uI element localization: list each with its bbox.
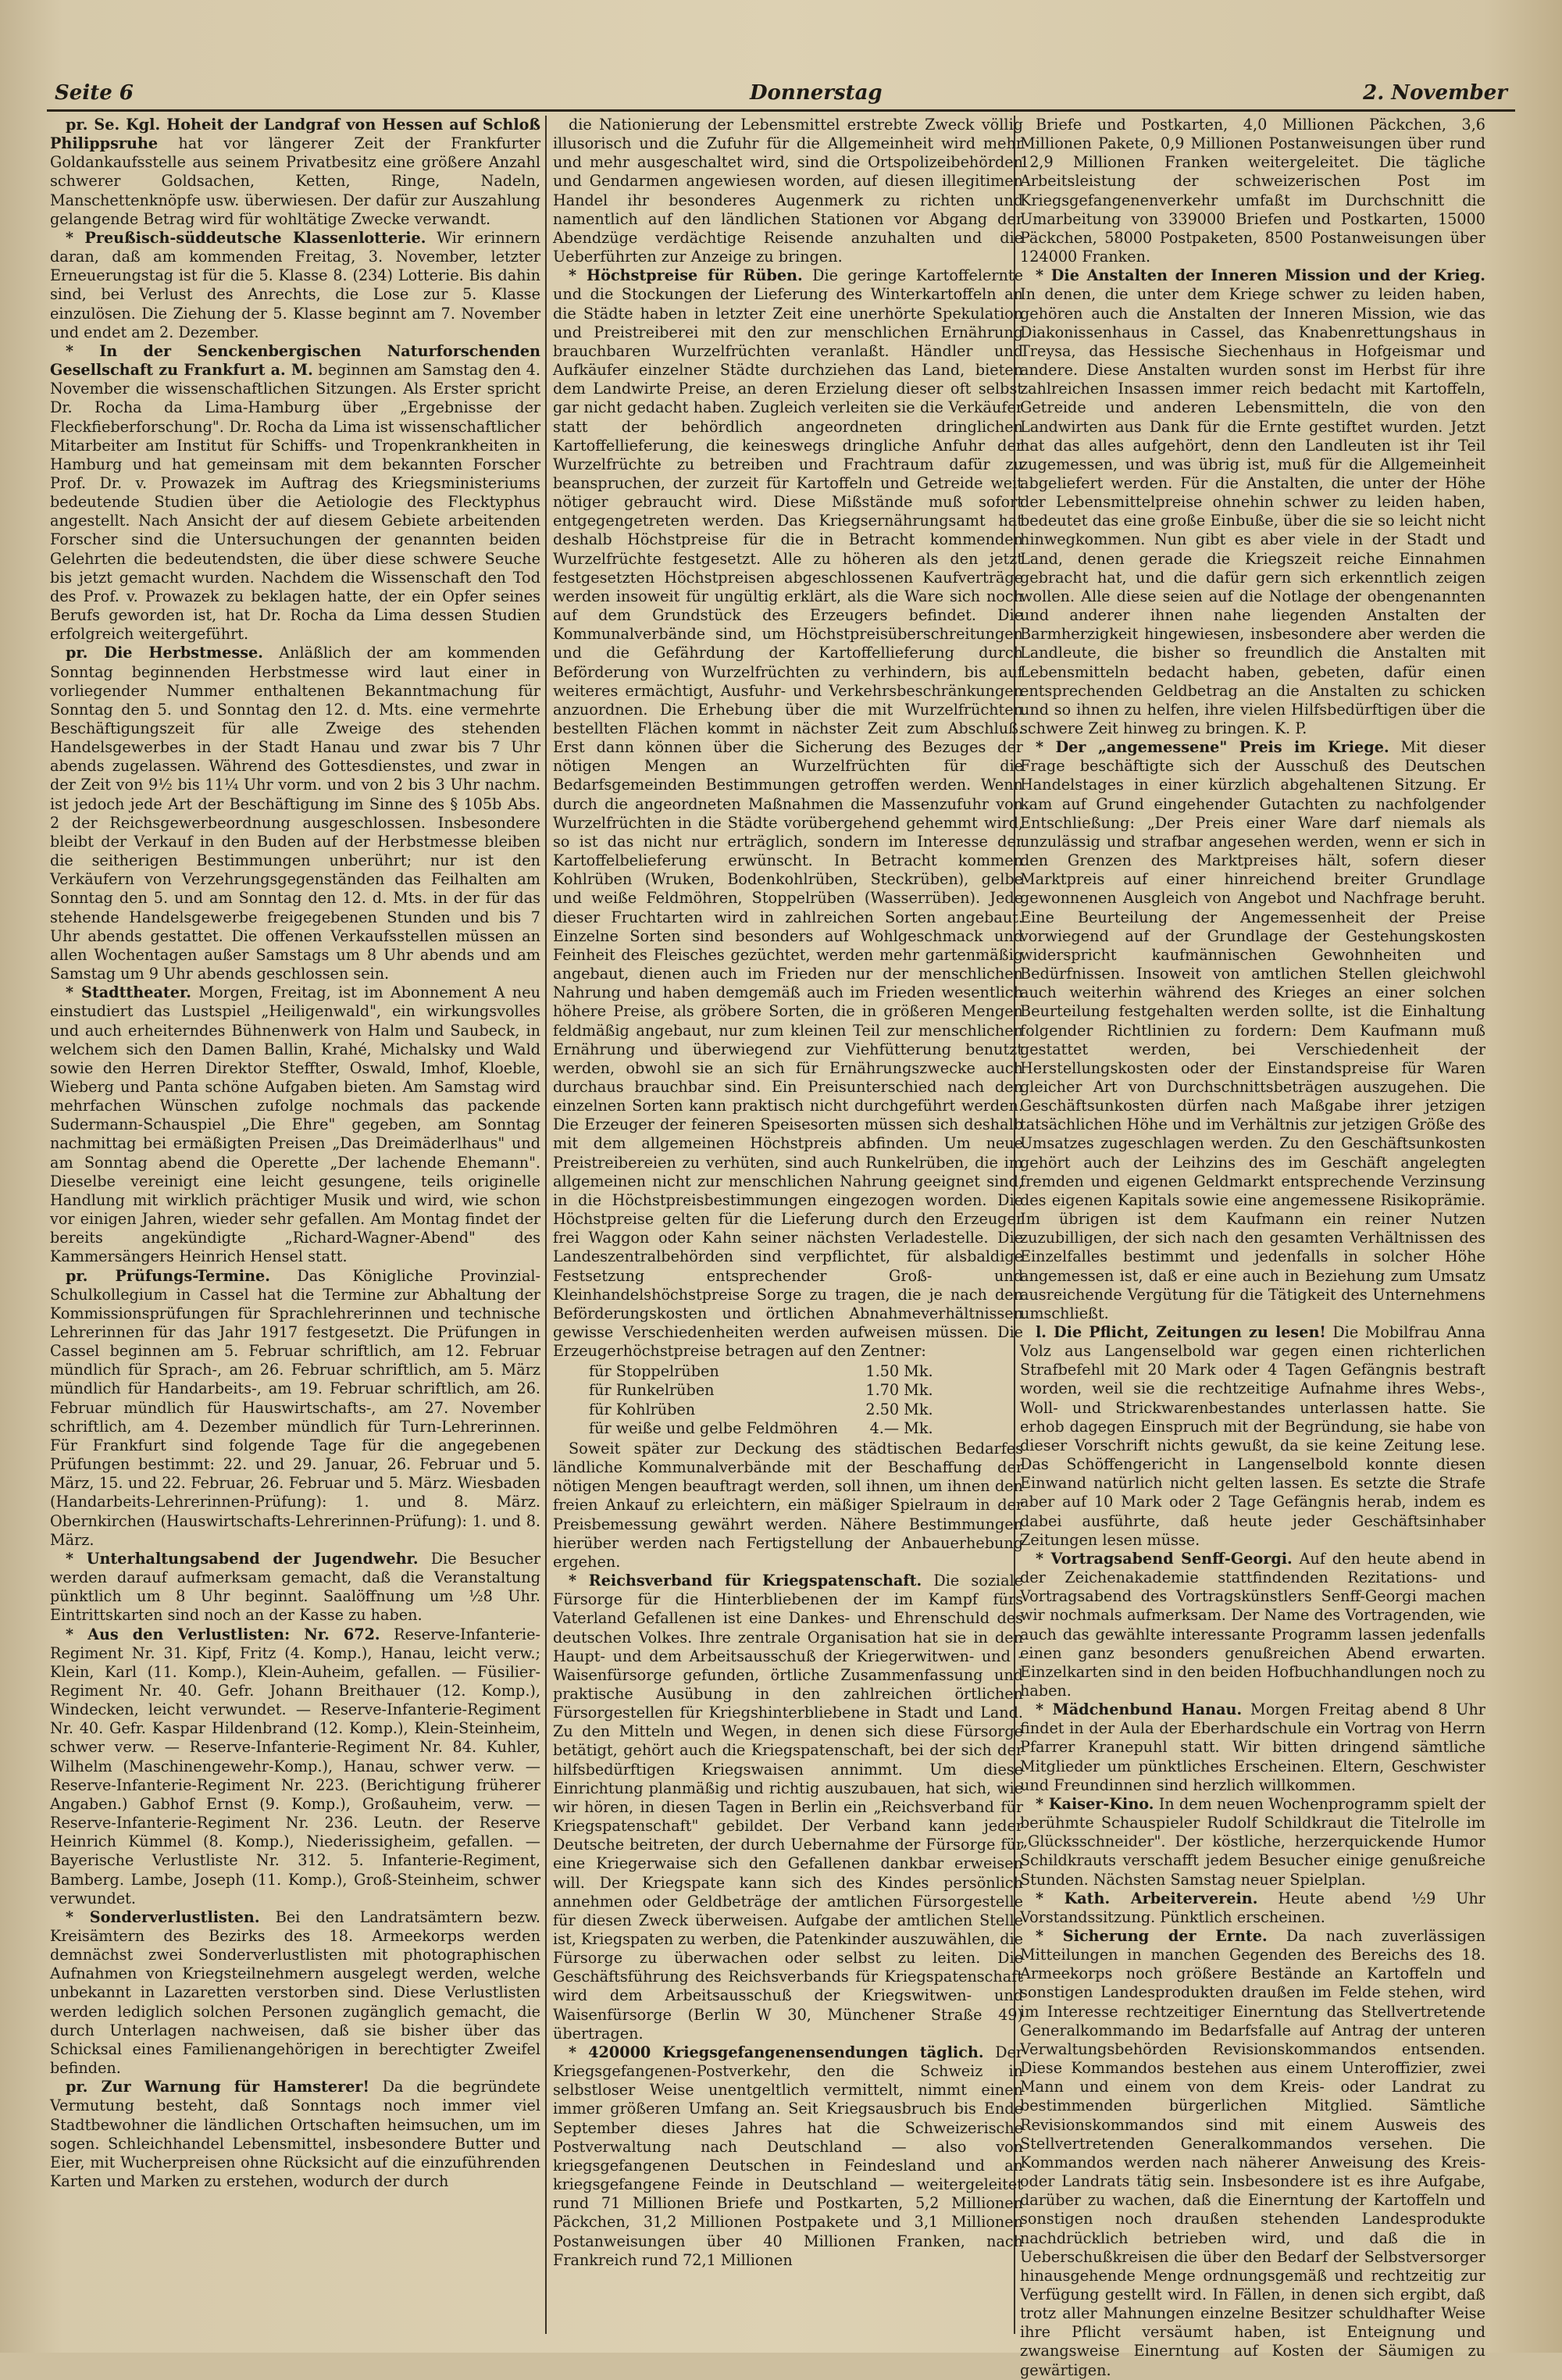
article-paragraph	[50, 1267, 540, 1550]
article-text: Morgen Freitag abend 8 Uhr findet in der Aula der Eberhardschule ein Vortrag von Herrn Pfarrer Kranepuhl statt. Wir bitten dringend sämtliche Mitglieder um pünktliches Erscheinen. Eltern, Geschwister und Freundinnen sind herzlich willkommen.	[1020, 1700, 1485, 1794]
article-paragraph	[50, 2078, 540, 2191]
page-header	[47, 77, 1515, 108]
article-heading: pr. Die Herbstmesse.	[66, 644, 263, 662]
article-paragraph	[50, 116, 540, 229]
article-text: Auf den heute abend in der Zeichenakademie stattfindenden Rezitations- und Vortragsabend des Vortragskünstlers Senff-Georgi machen wir nochmals aufmerksam. Der Name des Vortragenden, wie auch das gewählte interessante Programm lassen jedenfalls einen ganz besonders genußreichen Abend erwarten. Einzelkarten sind in den beiden Hofbuchhandlungen noch zu haben.	[1020, 1549, 1485, 1700]
article-text: Bei den Landratsämtern bezw. Kreisämtern des Bezirks des 18. Armeekorps werden demnächst zwei Sonderverlustlisten mit photographischen Aufnahmen von Kriegsteilnehmern ausgelegt werden, welche unbekannt in Lazaretten verstorben sind. Diese Verlustlisten werden lediglich solchen Personen zugänglich gemacht, die durch Unterlagen nachweisen, daß sie bisher über das Schicksal eines Familienangehörigen in berechtigter Zweifel befinden.	[50, 1907, 540, 2078]
article-text: Heute abend ½9 Uhr Vorstandssitzung. Pünktlich erscheinen.	[1020, 1889, 1485, 1926]
article-paragraph	[1020, 1700, 1485, 1795]
article-heading: * Die Anstalten der Inneren Mission und der Krieg.	[1036, 266, 1485, 285]
weekday: Donnerstag	[750, 81, 883, 105]
article-paragraph	[553, 1440, 1023, 1572]
article-heading: * Aus den Verlustlisten: Nr. 672.	[66, 1625, 380, 1643]
price-row	[584, 1401, 938, 1419]
article-heading: * Vortragsabend Senff-Georgi.	[1036, 1549, 1293, 1568]
article-text: Briefe und Postkarten, 4,0 Millionen Päckchen, 3,6 Millionen Pakete, 0,9 Millionen Postanweisungen über rund 12,9 Millionen Franken weitergeleitet. Die tägliche Arbeitsleistung der schweizerischen Post im Kriegsgefangenenverkehr umfaßt im Durchschnitt die Umarbeitung von 339000 Briefen und Postkarten, 15000 Päckchen, 58000 Postpaketen, 8500 Postanweisungen über 124000 Franken.	[1020, 116, 1485, 266]
price-row	[584, 1362, 938, 1381]
article-heading: * In der Senckenbergischen Naturforschenden Gesellschaft zu Frankfurt a. M.	[50, 341, 540, 380]
article-heading: * Mädchenbund Hanau.	[1036, 1700, 1243, 1719]
article-paragraph	[1020, 1323, 1485, 1550]
article-heading: * Reichsverband für Kriegspatenschaft.	[569, 1572, 922, 1590]
article-paragraph	[1020, 1550, 1485, 1700]
article-text: Da nach zuverlässigen Mitteilungen in manchen Gegenden des Bereichs des 18. Armeekorps noch größere Bestände an Kartoffeln und sonstigen Landesprodukten draußen im Felde stehen, wird im Interesse rechtzeitiger Einerntung das Stellvertretende Generalkommando im Bedarfsfalle auf Antrag der unteren Verwaltungsbehörden Revisionskommandos entsenden. Diese Kommandos bestehen aus einem Unteroffizier, zwei Mann und einem von dem Kreis- oder Landrat zu bestimmenden bürgerlichen Mitglied. Sämtliche Revisionskommandos sind mit einem Ausweis des Stellvertretenden Generalkommandos versehen. Die Kommandos werden nach näherer Anweisung des Kreis- oder Landrats tätig sein. Insbesondere ist es ihre Aufgabe, darüber zu wachen, daß die Einerntung der Kartoffeln und sonstigen noch draußen stehenden Landesprodukte nachdrücklich betrieben wird, und daß die in Ueberschußkreisen die über den Bedarf der Selbstversorger hinausgehende Menge ordnungsgemäß und rechtzeitig zur Verfügung gestellt wird. In Fällen, in denen sich ergibt, daß trotz aller Mahnungen einzelne Besitzer schuldhafter Weise ihre Pflicht versäumt haben, ist Enteignung und zwangsweise Einerntung auf Kosten der Säumigen zu gewärtigen.	[1020, 1927, 1485, 2379]
article-paragraph	[50, 229, 540, 342]
article-heading: l. Die Pflicht, Zeitungen zu lesen!	[1036, 1323, 1326, 1341]
article-paragraph	[1020, 738, 1485, 1323]
price-value: 2.50 Mk.	[865, 1400, 933, 1418]
article-paragraph	[1020, 1889, 1485, 1927]
issue-date: 2. November	[1363, 81, 1507, 105]
article-text: Mit dieser Frage beschäftigte sich der Ausschuß des Deutschen Handelstages in einer kürzlich abgehaltenen Sitzung. Er kam auf Grund eingehender Gutachten zu nachfolgender Entschließung: „Der Preis einer Ware darf niemals als unzulässig und strafbar angesehen werden, wenn er sich in den Grenzen des Marktpreises hält, sofern dieser Marktpreis auf einer hinreichend breiter Grundlage gewonnenen Ausgleich von Angebot und Nachfrage beruht. Eine Beurteilung der Angemessenheit der Preise vorwiegend auf der Grundlage der Gestehungskosten widerspricht kaufmännischen Gewohnheiten und Bedürfnissen. Insoweit von amtlichen Stellen gleichwohl auch weiterhin während des Krieges an einer solchen Beurteilung festgehalten werden sollte, ist die Einhaltung folgender Richtlinien zu fordern: Dem Kaufmann muß gestattet werden, bei Verschiedenheit der Herstellungskosten oder der Einstandspreise für Waren gleicher Art von Durchschnittsbeträgen auszugehen. Die Geschäftsunkosten dürfen nach Maßgabe ihrer jetzigen tatsächlichen Höhe und im Verhältnis zur jetzigen Größe des Umsatzes zugeschlagen werden. Zu den Geschäftsunkosten gehört auch der Leihzins des im Geschäft angelegten fremden und eigenen Geldmarkt entsprechende Verzinsung des eigenen Kapitals sowie eine angemessene Risikoprämie. Im übrigen ist dem Kaufmann ein reiner Nutzen zuzubilligen, der sich nach den gesamten Verhältnissen des Einzelfalles bestimmt und jedenfalls in solcher Höhe angemessen ist, daß er eine auch in Beziehung zum Umsatz ausreichende Vergütung für die Tätigkeit des Unternehmens umschließt.	[1020, 738, 1485, 1322]
article-paragraph	[1020, 1927, 1485, 2380]
article-text: Reserve-Infanterie-Regiment Nr. 31. Kipf, Fritz (4. Komp.), Hanau, leicht verw.; Klein, Karl (11. Komp.), Klein-Auheim, gefallen. — Füsilier-Regiment Nr. 40. Gefr. Johann Breithauer (12. Komp.), Windecken, leicht verwundet. — Reserve-Infanterie-Regiment Nr. 40. Gefr. Kaspar Hildenbrand (12. Komp.), Klein-Steinheim, schwer verw. — Reserve-Infanterie-Regiment Nr. 84. Kuhler, Wilhelm (Maschinengewehr-Komp.), Hanau, schwer verw. — Reserve-Infanterie-Regiment Nr. 223. (Berichtigung früherer Angaben.) Gabhof Ernst (9. Komp.), Großauheim, verw. — Reserve-Infanterie-Regiment Nr. 236. Leutn. der Reserve Heinrich Kümmel (8. Komp.), Niederissigheim, gefallen. — Bayerische Verlustliste Nr. 312. 5. Infanterie-Regiment, Bamberg. Lambe, Joseph (11. Komp.), Groß-Steinheim, schwer verwundet.	[50, 1625, 540, 1907]
article-heading: * Der „angemessene" Preis im Kriege.	[1036, 738, 1389, 757]
column-divider	[545, 116, 547, 2334]
article-text: Der Kriegsgefangenen-Postverkehr, den die Schweiz in selbstloser Weise unentgeltlich vermittelt, nimmt einen immer größeren Umfang an. Seit Kriegsausbruch bis Ende September dieses Jahres hat die Schweizerische Postverwaltung nach Deutschland — also von kriegsgefangenen Deutschen in Feindesland und an kriegsgefangene Feinde in Deutschland — weitergeleitet rund 71 Millionen Briefe und Postkarten, 5,2 Millionen Päckchen, 31,2 Millionen Postpakete und 3,1 Millionen Postanweisungen über 40 Millionen Franken, nach Frankreich rund 72,1 Millionen	[553, 2043, 1023, 2269]
article-paragraph	[50, 1550, 540, 1625]
article-heading: * Sicherung der Ernte.	[1036, 1927, 1268, 1945]
article-paragraph	[553, 1572, 1023, 2043]
article-heading: * Kaiser-Kino.	[1036, 1794, 1154, 1813]
article-paragraph	[553, 266, 1023, 1361]
header-rule	[47, 109, 1515, 112]
article-text: Die Mobilfrau Anna Volz aus Langenselbold war gegen einen richterlichen Strafbefehl mit 20 Mark oder 4 Tagen Gefängnis bestraft worden, weil sie die rechtzeitige Aufnahme ihres Webs-, Woll- und Strickwarenbestandes unterlassen hatte. Sie erhob dagegen Einspruch mit der Begründung, sie habe von dieser Vorschrift nichts gewußt, da sie keine Zeitung lese. Das Schöffengericht in Langenselbold konnte diesen Einwand natürlich nicht gelten lassen. Es setzte die Strafe aber auf 10 Mark oder 2 Tage Gefängnis herab, indem es dabei ausführte, daß heute jeder Geschäftsinhaber Zeitungen lesen müsse.	[1020, 1323, 1485, 1549]
article-heading: * Preußisch-süddeutsche Klassenlotterie.	[66, 228, 426, 247]
article-heading: pr. Zur Warnung für Hamsterer!	[66, 2078, 369, 2096]
price-row	[584, 1381, 938, 1400]
price-table	[584, 1362, 938, 1438]
article-paragraph	[50, 983, 540, 1266]
article-paragraph	[50, 342, 540, 644]
article-heading: * 420000 Kriegsgefangenensendungen täglich.	[569, 2043, 984, 2061]
article-text: In dem neuen Wochenprogramm spielt der berühmte Schauspieler Rudolf Schildkraut die Titelrolle im „Glücksschneider". Der köstliche, herzerquickende Humor Schildkrauts verschafft jedem Besucher einige genußreiche Stunden. Nächsten Samstag neuer Spielplan.	[1020, 1794, 1485, 1889]
column-2-top	[553, 116, 1023, 1361]
price-item: für Kohlrüben	[589, 1400, 696, 1418]
article-text: Die geringe Kartoffelernte und die Stockungen der Lieferung des Winterkartoffeln an die Städte haben in letzter Zeit eine unerhörte Spekulation und Preistreiberei mit den zur menschlichen Ernährung brauchbaren Wurzelfrüchten veranlaßt. Händler und Aufkäufer einzelner Städte durchziehen das Land, bieten dem Landwirte Preise, an deren Erzielung dieser oft selbst gar nicht gedacht haben. Zugleich verleiten sie die Verkäufer statt der behördlich angeordneten dringlichen Kartoffellieferung, die keineswegs dringliche Anfuhr der Wurzelfrüchte zu betreiben und Frachtraum dafür zu beanspruchen, der zurzeit für Kartoffeln und Getreide weit nötiger gebraucht wird. Diese Mißstände muß sofort entgegengetreten werden. Das Kriegsernährungsamt hat deshalb Höchstpreise für die in Betracht kommenden Wurzelfrüchte festgesetzt. Alle zu höheren als den jetzt festgesetzten Höchstpreisen abgeschlossenen Kaufverträge werden insoweit für ungültig erklärt, als die Ware sich noch auf dem Grundstück des Erzeugers befindet. Die Kommunalverbände sind, um Höchstpreisüberschreitungen und die Gefährdung der Kartoffellieferung durch Beförderung von Wurzelfrüchten zu verhindern, bis auf weiteres ermächtigt, Ausfuhr- und Verkehrsbeschränkungen anzuordnen. Die Erhebung über die mit Wurzelfrüchten bestellten Flächen kommt in nächster Zeit zum Abschluß. Erst dann können über die Sicherung des Bezuges der nötigen Mengen an Wurzelfrüchten für die Bedarfsgemeinden Bestimmungen getroffen werden. Wenn durch die angeordneten Maßnahmen die Massenzufuhr von Wurzelfrüchten in die Städte vorübergehend gehemmt wird, so ist das nicht nur erträglich, sondern im Interesse der Kartoffelbelieferung erwünscht. In Betracht kommen Kohlrüben (Wruken, Bodenkohlrüben, Steckrüben), gelbe und weiße Feldmöhren, Stoppelrüben (Wasserrüben). Jede dieser Fruchtarten wird in zahlreichen Sorten angebaut. Einzelne Sorten sind besonders auf Wohlgeschmack und Feinheit des Fleisches gezüchtet, werden mehr gartenmäßig angebaut, dienen auch im Frieden nur der menschlichen Nahrung und haben demgemäß auch im Frieden wesentlich höhere Preise, als gröbere Sorten, die in größeren Mengen feldmäßig angebaut, nur zum kleinen Teil zur menschlichen Ernährung und überwiegend zur Viehfütterung benutzt werden, obwohl sie an sich für Ernährungszwecke auch durchaus brauchbar sind. Ein Preisunterschied nach den einzelnen Sorten kann praktisch nicht durchgeführt werden. Die Erzeuger der feineren Speisesorten müssen sich deshalb mit dem allgemeinen Höchstpreis abfinden. Um neue Preistreibereien zu verhüten, sind auch Runkelrüben, die im allgemeinen nicht zur menschlichen Nahrung geeignet sind, in die Höchstpreisbestimmungen eingezogen worden. Die Höchstpreise gelten für die Lieferung durch den Erzeuger frei Waggon oder Kahn seiner nächsten Verladestelle. Die Landeszentralbehörden sind verpflichtet, für alsbaldige Festsetzung entsprechender Groß- und Kleinhandelshöchstpreise Sorge zu tragen, die je nach den Beförderungskosten und örtlichen Abnahmeverhältnissen gewisse Verschiedenheiten werden aufweisen müssen. Die Erzeugerhöchstpreise betragen auf den Zentner:	[553, 266, 1023, 1361]
price-value: 4.— Mk.	[869, 1418, 933, 1437]
price-item: für weiße und gelbe Feldmöhren	[589, 1418, 838, 1437]
article-paragraph	[553, 2043, 1023, 2270]
article-heading: * Unterhaltungsabend der Jugendwehr.	[66, 1549, 419, 1568]
article-text: Morgen, Freitag, ist im Abonnement A neu einstudiert das Lustspiel „Heiligenwald", ein wirkungsvolles und auch erheiterndes Bühnenwerk von Halm und Saubeck, in welchem sich den Damen Ballin, Krahé, Michalsky und Wald sowie den Herren Direktor Steffter, Oswald, Imhof, Kloeble, Wieberg und Panta schöne Aufgaben bieten. Am Samstag wird mehrfachen Wünschen zufolge nochmals das packende Sudermann-Schauspiel „Die Ehre" gegeben, am Sonntag nachmittag bei ermäßigten Preisen „Das Dreimäderlhaus" und am Sonntag abend die Operette „Der lachende Ehemann". Dieselbe vereinigt eine leicht gesungene, teils originelle Handlung mit wirklich prächtiger Musik und wird, wie schon vor einigen Jahren, wieder sehr gefallen. Am Montag findet der bereits angekündigte „Richard-Wagner-Abend" des Kammersängers Heinrich Hensel statt.	[50, 983, 540, 1266]
article-heading: * Sonderverlustlisten.	[66, 1907, 260, 1926]
article-text: Soweit später zur Deckung des städtischen Bedarfes ländliche Kommunalverbände mit der Beschaffung der nötigen Mengen beauftragt werden, soll ihnen, um ihnen den freien Ankauf zu erleichtern, ein mäßiger Spielraum in der Preisbemessung gewährt werden. Nähere Bestimmungen hierüber werden nach Fertigstellung der Anbauerhebung ergehen.	[553, 1439, 1023, 1571]
article-text: die Nationierung der Lebensmittel erstrebte Zweck völlig illusorisch und die Zufuhr für die Allgemeinheit wird mehr und mehr ausgeschaltet wird, sind die Ortspolizeibehörden und Gendarmen angewiesen worden, auf diesen illegitimen Handel ihr besonderes Augenmerk zu richten und namentlich auf den ländlichen Stationen vor Abgang der Abendzüge verdächtige Reisende anzuhalten und die Ueberführten zur Anzeige zu bringen.	[553, 116, 1023, 266]
article-paragraph	[553, 116, 1023, 266]
page-number: Seite 6	[55, 81, 134, 105]
article-paragraph	[1020, 116, 1485, 266]
price-value: 1.50 Mk.	[865, 1362, 933, 1381]
article-text: Anläßlich der am kommenden Sonntag beginnenden Herbstmesse wird laut einer in vorliegender Nummer enthaltenen Bekanntmachung für Sonntag den 5. und Sonntag den 12. d. Mts. eine vermehrte Beschäftigungszeit für alle Zweige des stehenden Handelsgewerbes in der Stadt Hanau und zwar bis 7 Uhr abends zugelassen. Während des Gottesdienstes, und zwar in der Zeit von 9½ bis 11¼ Uhr vorm. und von 2 bis 3 Uhr nachm. ist jedoch jede Art der Beschäftigung im Sinne des § 105b Abs. 2 der Reichsgewerbeordnung ausgeschlossen. Insbesondere bleibt der Verkauf in den Buden auf der Herbstmesse bleiben die seitherigen Bestimmungen unberührt; nur ist den Verkäufern von Verzehrungsgegenständen das Feilhalten am Sonntag den 5. und am Sonntag den 12. d. Mts. in der für das stehende Handelsgewerbe freigegebenen Stunden und bis 7 Uhr abends gestattet. Die offenen Verkaufsstellen müssen an allen Wochentagen außer Samstags um 8 Uhr abends und am Samstag um 9 Uhr abends geschlossen sein.	[50, 644, 540, 983]
article-paragraph	[50, 1908, 540, 2078]
article-text: Die Besucher werden darauf aufmerksam gemacht, daß die Veranstaltung pünktlich um 8 Uhr beginnt. Saalöffnung um ½8 Uhr. Eintrittskarten sind noch an der Kasse zu haben.	[50, 1549, 540, 1625]
article-paragraph	[1020, 266, 1485, 738]
article-text: Das Königliche Provinzial-Schulkollegium in Cassel hat die Termine zur Abhaltung der Kommissionsprüfungen für Sprachlehrerinnen und technische Lehrerinnen für das Jahr 1917 festgesetzt. Die Prüfungen in Cassel beginnen am 5. Februar schriftlich, am 12. Februar mündlich für Sprach-, am 26. Februar schriftlich, am 5. März mündlich für Handarbeits-, am 19. Februar schriftlich, am 26. Februar mündlich für Hauswirtschafts-, am 27. November schriftlich, am 4. Dezember mündlich für Turn-Lehrerinnen. Für Frankfurt sind folgende Tage für die angegebenen Prüfungen bestimmt: 22. und 29. Januar, 26. Februar und 5. März, 15. und 22. Februar, 26. Februar und 5. März. Wiesbaden (Handarbeits-Lehrerinnen-Prüfung): 1. und 8. März. Obernkirchen (Hauswirtschafts-Lehrerinnen-Prüfung): 1. und 8. März.	[50, 1266, 540, 1549]
column-1	[50, 116, 540, 2334]
article-heading: pr. Se. Kgl. Hoheit der Landgraf von Hessen auf Schloß Philippsruhe	[50, 116, 540, 153]
article-paragraph	[1020, 1795, 1485, 1889]
column-3	[1020, 116, 1485, 2379]
article-text: Die soziale Fürsorge für die Hinterbliebenen der im Kampf fürs Vaterland Gefallenen ist eine Dankes- und Ehrenschuld des deutschen Volkes. Ihre zentrale Organisation hat sie in den Haupt- und dem Arbeitsausschuß der Kriegerwitwen- und -Waisenfürsorge gefunden, örtliche Zusammenfassung und praktische Ausübung in den zahlreichen örtlichen Fürsorgestellen für Kriegshinterbliebene in Stadt und Land. Zu den Mitteln und Wegen, in denen sich diese Fürsorge betätigt, gehört auch die Kriegspatenschaft, bei der sich der hilfsbedürftigen Kriegswaisen annimmt. Um diese Einrichtung planmäßig und richtig auszubauen, hat sich, wie wir hören, in diesen Tagen in Berlin ein „Reichsverband für Kriegspatenschaft" gebildet. Der Verband kann jeder Deutsche beitreten, der durch Uebernahme der Fürsorge für eine Kriegerwaise sich den Gefallenen dankbar erweisen will. Der Kriegspate kann sich des Kindes persönlich annehmen oder Geldbeträge der amtlichen Fürsorgestelle für diesen Zweck überweisen. Aufgabe der amtlichen Stelle ist, Kriegspaten zu werben, die Patenkinder auszuwählen, die Fürsorge zu überwachen oder selbst zu leiten. Die Geschäftsführung des Reichsverbands für Kriegspatenschaft wird dem Arbeitsausschuß der Kriegswitwen- und Waisenfürsorge (Berlin W 30, Münchener Straße 49) übertragen.	[553, 1572, 1023, 2043]
article-heading: * Kath. Arbeiterverein.	[1036, 1889, 1258, 1907]
article-text: hat vor längerer Zeit der Frankfurter Goldankaufsstelle aus seinem Privatbesitz eine größere Anzahl schwerer Goldsachen, Ketten, Ringe, Nadeln, Manschettenknöpfe usw. überwiesen. Der dafür zur Auszahlung gelangende Betrag wird für wohltätige Zwecke verwandt.	[50, 134, 540, 228]
column-2-bottom	[553, 1440, 1023, 2270]
article-paragraph	[50, 1625, 540, 1908]
article-text: Wir erinnern daran, daß am kommenden Freitag, 3. November, letzter Erneuerungstag ist für die 5. Klasse 8. (234) Lotterie. Bis dahin sind, bei Verlust des Anrechts, die Lose zur 5. Klasse einzulösen. Die Ziehung der 5. Klasse beginnt am 7. November und endet am 2. Dezember.	[50, 228, 540, 341]
article-text: In denen, die unter dem Kriege schwer zu leiden haben, gehören auch die Anstalten der Inneren Mission, wie das Diakonissenhaus in Cassel, das Knabenrettungshaus in Treysa, das Hessische Siechenhaus in Hofgeismar und andere. Diese Anstalten wurden sonst im Herbst für ihre zahlreichen Insassen immer reich bedacht mit Kartoffeln, Getreide und anderen Lebensmitteln, die von den Landwirten aus Dank für die Ernte gestiftet wurden. Jetzt hat das alles aufgehört, denn den Landleuten ist ihr Teil zugemessen, und was übrig ist, muß für die Allgemeinheit abgeliefert werden. Für die Anstalten, die unter der Höhe der Lebensmittelpreise ohnehin schwer zu leiden haben, bedeutet das eine große Einbuße, über die sie so leicht nicht hinwegkommen. Nun gibt es aber viele in der Stadt und Land, denen gerade die Kriegszeit reiche Einnahmen gebracht hat, und die dafür gern sich erkenntlich zeigen wollen. Alle diese seien auf die Notlage der obengenannten und anderer ihnen nahe liegenden Anstalten der Barmherzigkeit hingewiesen, insbesondere aber werden die Landleute, die bisher so freundlich die Anstalten mit Lebensmitteln bedacht haben, gebeten, dafür einen entsprechenden Geldbetrag an die Anstalten zu schicken und so ihnen zu helfen, ihre vielen Hilfsbedürftigen über die schwere Zeit hinweg zu bringen. K. P.	[1020, 285, 1485, 737]
price-item: für Stoppelrüben	[589, 1362, 719, 1381]
column-2	[553, 116, 1023, 2334]
article-text: Da die begründete Vermutung besteht, daß Sonntags noch immer viel Stadtbewohner die ländlichen Ortschaften heimsuchen, um im sogen. Schleichhandel Lebensmittel, insbesondere Butter und Eier, mit Wucherpreisen ohne Rücksicht auf die einzuführenden Karten und Marken zu erstehen, wodurch der durch	[50, 2078, 540, 2191]
article-paragraph	[50, 644, 540, 983]
price-item: für Runkelrüben	[589, 1381, 715, 1400]
article-text: beginnen am Samstag den 4. November die wissenschaftlichen Sitzungen. Als Erster spricht Dr. Rocha da Lima-Hamburg über „Ergebnisse der Fleckfieberforschung". Dr. Rocha da Lima ist wissenschaftlicher Mitarbeiter am Institut für Schiffs- und Tropenkrankheiten in Hamburg und hat gemeinsam mit dem bekannten Forscher Prof. Dr. v. Prowazek im Auftrag des Kriegsministeriums bedeutende Studien über die Aetiologie des Flecktyphus angestellt. Nach Ansicht der auf diesem Gebiete arbeitenden Forscher sind die Untersuchungen der genannten beiden Gelehrten die bedeutendsten, die über diese schwere Seuche bis jetzt gemacht wurden. Nachdem die Wissenschaft den Tod des Prof. v. Prowazek zu beklagen hatte, der ein Opfer seines Berufs geworden ist, hat Dr. Rocha da Lima dessen Studien erfolgreich weitergeführt.	[50, 361, 540, 644]
article-heading: * Höchstpreise für Rüben.	[569, 266, 803, 285]
price-value: 1.70 Mk.	[865, 1381, 933, 1400]
price-row	[584, 1419, 938, 1438]
article-heading: pr. Prüfungs-Termine.	[66, 1266, 270, 1285]
article-heading: * Stadttheater.	[66, 983, 191, 1002]
